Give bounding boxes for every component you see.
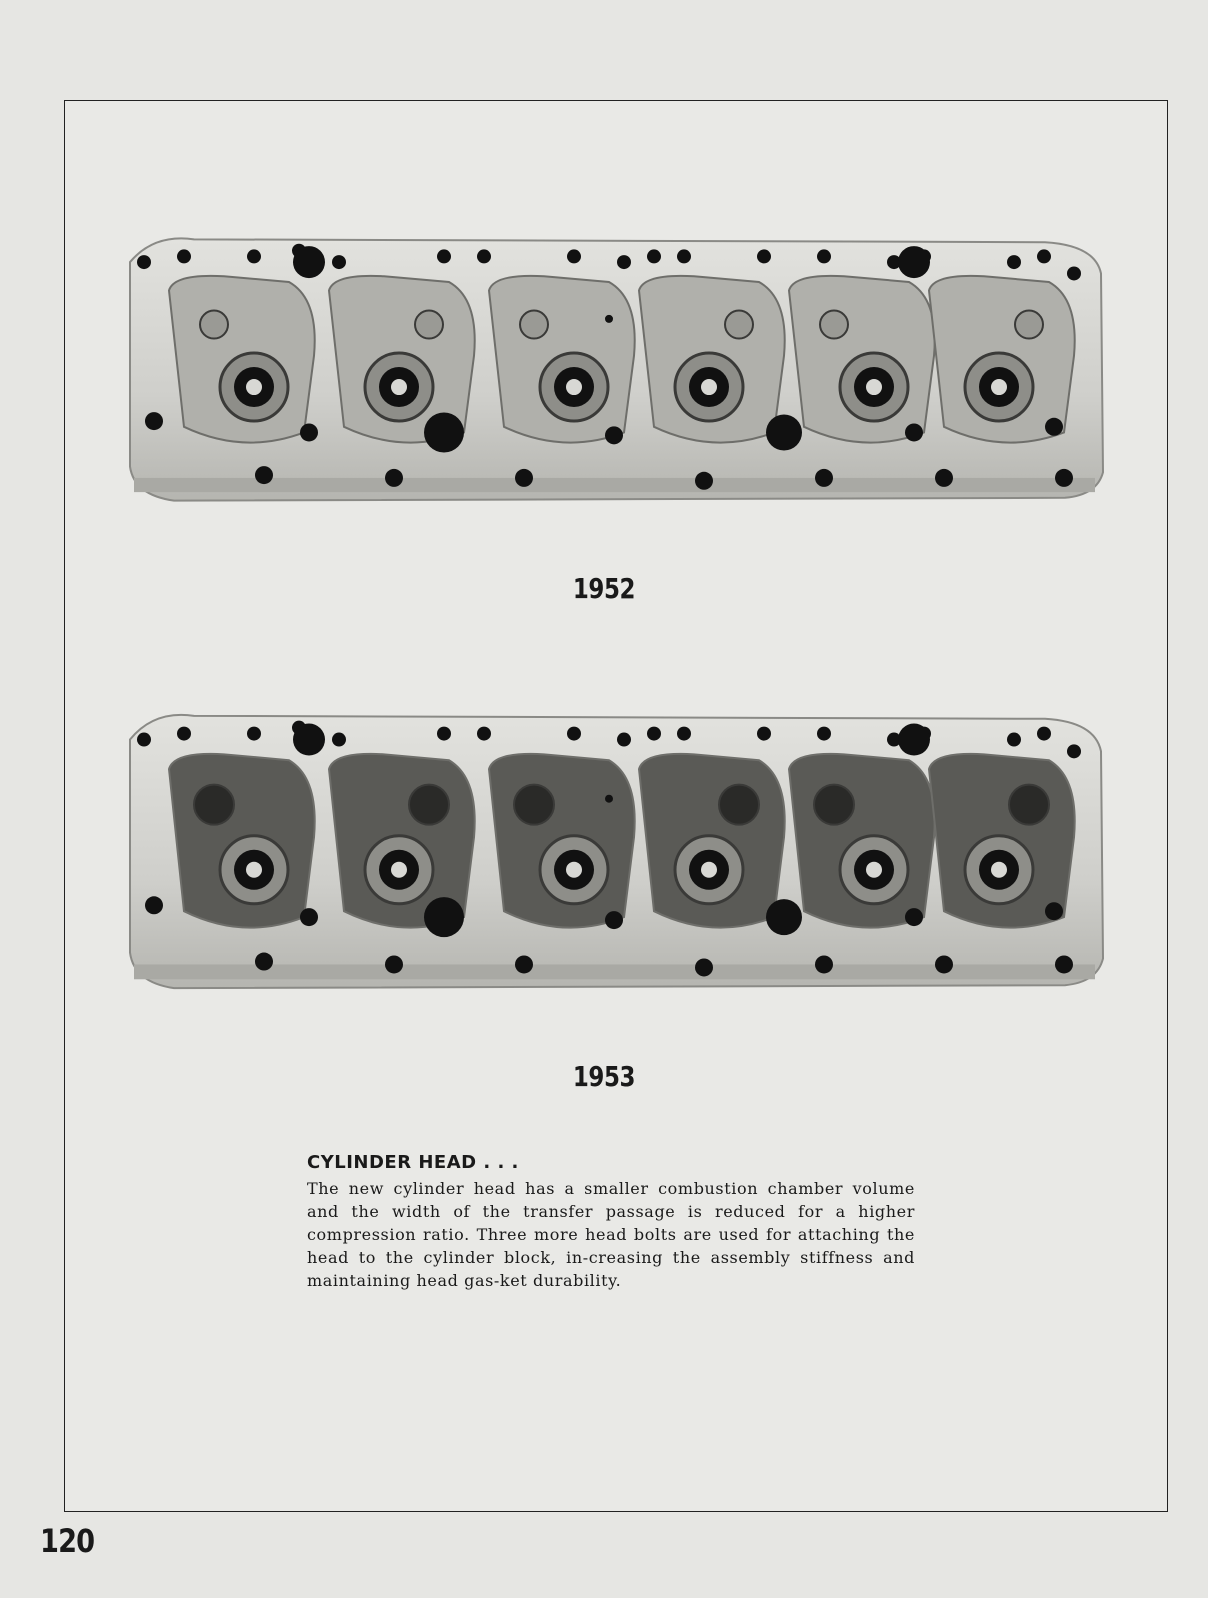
water-passage	[424, 412, 464, 452]
bolt-hole	[177, 249, 191, 263]
bolt-hole	[695, 472, 713, 490]
bolt-hole	[1037, 249, 1051, 263]
bolt-hole	[647, 249, 661, 263]
cylinder-head-1953-photo	[124, 704, 1105, 1000]
bolt-hole	[255, 466, 273, 484]
bolt-hole	[567, 727, 581, 741]
valve-stem	[701, 379, 717, 395]
bolt-hole	[515, 955, 533, 973]
figure-label-1952: 1952	[572, 572, 636, 605]
bolt-hole	[567, 249, 581, 263]
page-number: 120	[40, 1522, 95, 1560]
water-passage	[898, 724, 930, 756]
bolt-hole	[605, 426, 623, 444]
bolt-hole	[935, 955, 953, 973]
spark-plug-boss	[814, 785, 854, 825]
water-passage	[293, 724, 325, 756]
bolt-hole	[1067, 744, 1081, 758]
bolt-hole	[617, 733, 631, 747]
bolt-hole	[477, 727, 491, 741]
bolt-hole	[757, 249, 771, 263]
valve-stem	[391, 379, 407, 395]
bolt-hole	[757, 727, 771, 741]
bolt-hole	[677, 727, 691, 741]
bolt-hole	[145, 896, 163, 914]
water-passage	[898, 246, 930, 278]
bolt-hole	[300, 908, 318, 926]
bolt-hole	[437, 727, 451, 741]
bolt-hole	[817, 249, 831, 263]
spark-plug-boss	[194, 785, 234, 825]
valve-stem	[566, 379, 582, 395]
bolt-hole	[332, 255, 346, 269]
bolt-hole	[477, 249, 491, 263]
bolt-hole	[137, 733, 151, 747]
spark-plug-boss	[719, 785, 759, 825]
spark-plug-boss	[415, 311, 443, 339]
bolt-hole	[437, 249, 451, 263]
water-passage	[766, 899, 802, 935]
bolt-hole	[255, 953, 273, 971]
spark-plug-boss	[1009, 785, 1049, 825]
bolt-hole	[1007, 255, 1021, 269]
bolt-hole	[905, 423, 923, 441]
valve-stem	[566, 862, 582, 878]
bolt-hole	[1045, 418, 1063, 436]
valve-stem	[866, 379, 882, 395]
bolt-hole	[935, 469, 953, 487]
spark-plug-boss	[1015, 311, 1043, 339]
water-passage	[605, 795, 613, 803]
water-passage	[766, 414, 802, 450]
spark-plug-boss	[725, 311, 753, 339]
bolt-hole	[617, 255, 631, 269]
spark-plug-boss	[520, 311, 548, 339]
cylinder-head-1952-photo	[124, 228, 1105, 512]
bolt-hole	[677, 249, 691, 263]
spark-plug-boss	[200, 311, 228, 339]
water-passage	[293, 246, 325, 278]
bolt-hole	[385, 469, 403, 487]
bolt-hole	[177, 727, 191, 741]
bolt-hole	[905, 908, 923, 926]
valve-stem	[991, 862, 1007, 878]
bolt-hole	[815, 469, 833, 487]
bolt-hole	[247, 249, 261, 263]
bolt-hole	[647, 727, 661, 741]
bolt-hole	[1055, 955, 1073, 973]
bolt-hole	[300, 423, 318, 441]
caption-heading: CYLINDER HEAD . . .	[307, 1152, 519, 1173]
bolt-hole	[1007, 733, 1021, 747]
water-passage	[424, 897, 464, 937]
valve-stem	[246, 379, 262, 395]
bolt-hole	[1045, 902, 1063, 920]
valve-stem	[866, 862, 882, 878]
water-passage	[605, 315, 613, 323]
bolt-hole	[385, 955, 403, 973]
bolt-hole	[1055, 469, 1073, 487]
bolt-hole	[605, 911, 623, 929]
valve-stem	[391, 862, 407, 878]
valve-stem	[246, 862, 262, 878]
bolt-hole	[515, 469, 533, 487]
bolt-hole	[1037, 727, 1051, 741]
bolt-hole	[815, 955, 833, 973]
bolt-hole	[1067, 266, 1081, 280]
spark-plug-boss	[409, 785, 449, 825]
valve-stem	[701, 862, 717, 878]
spark-plug-boss	[820, 311, 848, 339]
spark-plug-boss	[514, 785, 554, 825]
bolt-hole	[145, 412, 163, 430]
bolt-hole	[137, 255, 151, 269]
caption-block	[307, 1152, 915, 1292]
bolt-hole	[332, 733, 346, 747]
bolt-hole	[247, 727, 261, 741]
caption-body: The new cylinder head has a smaller combustion chamber volume and the width of the transfer passage is reduced for a higher compression ratio. Three more head bolts are used for attaching the head to the cylinder block, in-creasing the assembly stiffness and maintaining head gas-ket durability.	[307, 1179, 915, 1290]
bolt-hole	[817, 727, 831, 741]
valve-stem	[991, 379, 1007, 395]
bolt-hole	[695, 958, 713, 976]
figure-label-1953: 1953	[572, 1060, 636, 1093]
